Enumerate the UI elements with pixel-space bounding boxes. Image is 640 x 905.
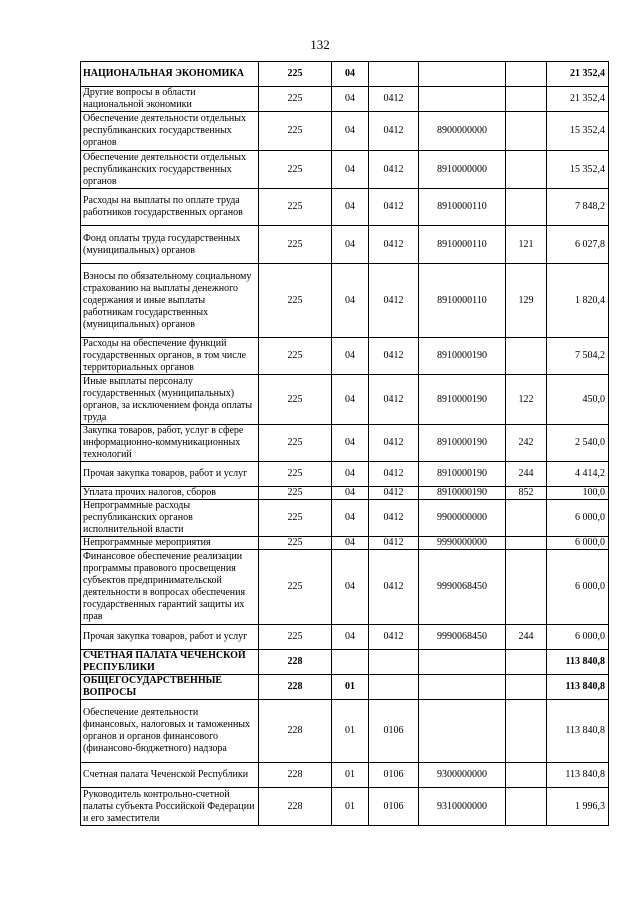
row-section-cell: 04 [332,487,369,500]
table-row [81,87,609,112]
row-grbs-cell: 225 [259,62,332,87]
row-expense-type-cell: 852 [506,487,547,500]
row-name-cell: Расходы на выплаты по оплате труда работников государственных органов [81,189,259,226]
row-target-item-cell [419,675,506,700]
row-subsection-cell: 0106 [369,700,419,763]
row-grbs-cell: 225 [259,487,332,500]
table-row [81,550,609,625]
table-row [81,487,609,500]
row-section-cell: 01 [332,700,369,763]
row-subsection-cell [369,62,419,87]
row-section-cell: 04 [332,550,369,625]
row-subsection-cell: 0412 [369,537,419,550]
row-target-item-cell: 9990068450 [419,625,506,650]
row-subsection-cell: 0412 [369,500,419,537]
row-section-cell: 01 [332,788,369,826]
table-row [81,338,609,375]
row-expense-type-cell: 244 [506,462,547,487]
row-expense-type-cell: 121 [506,226,547,264]
table-row [81,62,609,87]
row-expense-type-cell [506,189,547,226]
row-amount-cell: 7 848,2 [547,189,609,226]
table-row [81,500,609,537]
row-section-cell: 04 [332,151,369,189]
row-expense-type-cell [506,87,547,112]
table-row [81,151,609,189]
row-section-cell: 04 [332,62,369,87]
row-subsection-cell [369,650,419,675]
row-name-cell: Счетная палата Чеченской Республики [81,763,259,788]
row-grbs-cell: 225 [259,338,332,375]
row-target-item-cell: 8910000190 [419,425,506,462]
row-target-item-cell: 9310000000 [419,788,506,826]
row-amount-cell: 1 996,3 [547,788,609,826]
row-expense-type-cell [506,537,547,550]
row-name-cell: Другие вопросы в области национальной экономики [81,87,259,112]
row-target-item-cell: 9990068450 [419,550,506,625]
row-target-item-cell [419,62,506,87]
row-grbs-cell: 225 [259,500,332,537]
row-name-cell: Иные выплаты персоналу государственных (муниципальных) органов, за исключением фонда оплаты труда [81,375,259,425]
row-name-cell: ОБЩЕГОСУДАРСТВЕННЫЕ ВОПРОСЫ [81,675,259,700]
row-section-cell: 04 [332,189,369,226]
row-subsection-cell: 0412 [369,264,419,338]
row-section-cell: 04 [332,338,369,375]
row-section-cell: 04 [332,537,369,550]
row-expense-type-cell [506,675,547,700]
row-expense-type-cell: 122 [506,375,547,425]
row-amount-cell: 4 414,2 [547,462,609,487]
row-amount-cell: 6 000,0 [547,550,609,625]
row-target-item-cell: 8910000110 [419,189,506,226]
row-subsection-cell: 0412 [369,189,419,226]
row-section-cell: 04 [332,625,369,650]
row-amount-cell: 15 352,4 [547,151,609,189]
row-amount-cell: 113 840,8 [547,763,609,788]
row-subsection-cell: 0412 [369,112,419,151]
budget-table [80,61,609,826]
row-amount-cell: 100,0 [547,487,609,500]
row-name-cell: Фонд оплаты труда государственных (муниципальных) органов [81,226,259,264]
row-expense-type-cell [506,151,547,189]
row-grbs-cell: 228 [259,650,332,675]
row-target-item-cell: 8910000190 [419,462,506,487]
row-target-item-cell: 8910000000 [419,151,506,189]
table-row [81,425,609,462]
row-target-item-cell [419,700,506,763]
row-amount-cell: 113 840,8 [547,700,609,763]
row-target-item-cell: 8910000110 [419,264,506,338]
row-grbs-cell: 225 [259,425,332,462]
table-row [81,675,609,700]
row-grbs-cell: 225 [259,550,332,625]
row-grbs-cell: 228 [259,763,332,788]
row-expense-type-cell [506,650,547,675]
row-subsection-cell: 0412 [369,151,419,189]
row-section-cell: 04 [332,226,369,264]
row-amount-cell: 6 000,0 [547,537,609,550]
row-section-cell: 04 [332,500,369,537]
row-amount-cell: 113 840,8 [547,650,609,675]
row-grbs-cell: 225 [259,462,332,487]
row-expense-type-cell [506,338,547,375]
row-subsection-cell [369,675,419,700]
row-amount-cell: 450,0 [547,375,609,425]
row-subsection-cell: 0412 [369,550,419,625]
row-amount-cell: 15 352,4 [547,112,609,151]
row-expense-type-cell [506,500,547,537]
table-row [81,462,609,487]
table-row [81,763,609,788]
row-expense-type-cell: 129 [506,264,547,338]
row-section-cell: 04 [332,264,369,338]
row-grbs-cell: 225 [259,537,332,550]
row-subsection-cell: 0412 [369,625,419,650]
row-subsection-cell: 0106 [369,788,419,826]
row-name-cell: Закупка товаров, работ, услуг в сфере информационно-коммуникационных технологий [81,425,259,462]
row-grbs-cell: 225 [259,375,332,425]
row-section-cell: 04 [332,425,369,462]
row-section-cell: 01 [332,763,369,788]
row-name-cell: Руководитель контрольно-счетной палаты субъекта Российской Федерации и его заместители [81,788,259,826]
table-row [81,625,609,650]
row-name-cell: Обеспечение деятельности финансовых, налоговых и таможенных органов и органов финансового (финансово-бюджетного) надзора [81,700,259,763]
table-row [81,226,609,264]
row-expense-type-cell: 244 [506,625,547,650]
row-target-item-cell: 9990000000 [419,537,506,550]
row-grbs-cell: 225 [259,112,332,151]
row-grbs-cell: 228 [259,788,332,826]
row-name-cell: Прочая закупка товаров, работ и услуг [81,462,259,487]
row-target-item-cell: 8910000190 [419,338,506,375]
row-grbs-cell: 225 [259,87,332,112]
row-expense-type-cell: 242 [506,425,547,462]
table-row [81,189,609,226]
row-subsection-cell: 0412 [369,338,419,375]
row-section-cell: 01 [332,675,369,700]
row-name-cell: Обеспечение деятельности отдельных республиканских государственных органов [81,151,259,189]
row-amount-cell: 21 352,4 [547,62,609,87]
row-target-item-cell: 9300000000 [419,763,506,788]
row-amount-cell: 2 540,0 [547,425,609,462]
row-amount-cell: 6 000,0 [547,625,609,650]
row-amount-cell: 1 820,4 [547,264,609,338]
row-name-cell: Расходы на обеспечение функций государственных органов, в том числе территориальных органов [81,338,259,375]
row-name-cell: Взносы по обязательному социальному страхованию на выплаты денежного содержания и иные выплаты работникам государственных (муниципальных) органов [81,264,259,338]
row-grbs-cell: 225 [259,625,332,650]
row-section-cell [332,650,369,675]
row-name-cell: НАЦИОНАЛЬНАЯ ЭКОНОМИКА [81,62,259,87]
row-section-cell: 04 [332,462,369,487]
row-subsection-cell: 0412 [369,375,419,425]
row-name-cell: Непрограммные расходы республиканских органов исполнительной власти [81,500,259,537]
row-name-cell: СЧЕТНАЯ ПАЛАТА ЧЕЧЕНСКОЙ РЕСПУБЛИКИ [81,650,259,675]
row-grbs-cell: 225 [259,151,332,189]
row-grbs-cell: 228 [259,700,332,763]
row-expense-type-cell [506,112,547,151]
row-grbs-cell: 225 [259,264,332,338]
row-name-cell: Прочая закупка товаров, работ и услуг [81,625,259,650]
table-row [81,788,609,826]
row-target-item-cell: 9900000000 [419,500,506,537]
row-subsection-cell: 0412 [369,462,419,487]
table-row [81,264,609,338]
row-name-cell: Непрограммные мероприятия [81,537,259,550]
row-expense-type-cell [506,700,547,763]
row-amount-cell: 6 027,8 [547,226,609,264]
row-subsection-cell: 0412 [369,226,419,264]
row-target-item-cell [419,87,506,112]
row-expense-type-cell [506,763,547,788]
row-grbs-cell: 225 [259,226,332,264]
row-target-item-cell [419,650,506,675]
row-expense-type-cell [506,62,547,87]
row-target-item-cell: 8910000190 [419,487,506,500]
row-target-item-cell: 8910000110 [419,226,506,264]
row-amount-cell: 7 504,2 [547,338,609,375]
row-subsection-cell: 0412 [369,425,419,462]
row-section-cell: 04 [332,87,369,112]
row-name-cell: Финансовое обеспечение реализации программы правового просвещения субъектов предпринимательской деятельности в вопросах обеспечения государственных гарантий защиты их прав [81,550,259,625]
row-target-item-cell: 8900000000 [419,112,506,151]
row-name-cell: Уплата прочих налогов, сборов [81,487,259,500]
row-subsection-cell: 0106 [369,763,419,788]
row-amount-cell: 6 000,0 [547,500,609,537]
row-amount-cell: 113 840,8 [547,675,609,700]
table-row [81,112,609,151]
page-number: 132 [310,37,330,52]
row-grbs-cell: 228 [259,675,332,700]
table-row [81,700,609,763]
row-section-cell: 04 [332,375,369,425]
table-row [81,375,609,425]
row-target-item-cell: 8910000190 [419,375,506,425]
row-subsection-cell: 0412 [369,487,419,500]
table-row [81,650,609,675]
row-grbs-cell: 225 [259,189,332,226]
row-name-cell: Обеспечение деятельности отдельных республиканских государственных органов [81,112,259,151]
row-expense-type-cell [506,550,547,625]
row-amount-cell: 21 352,4 [547,87,609,112]
row-section-cell: 04 [332,112,369,151]
row-subsection-cell: 0412 [369,87,419,112]
row-expense-type-cell [506,788,547,826]
table-row [81,537,609,550]
